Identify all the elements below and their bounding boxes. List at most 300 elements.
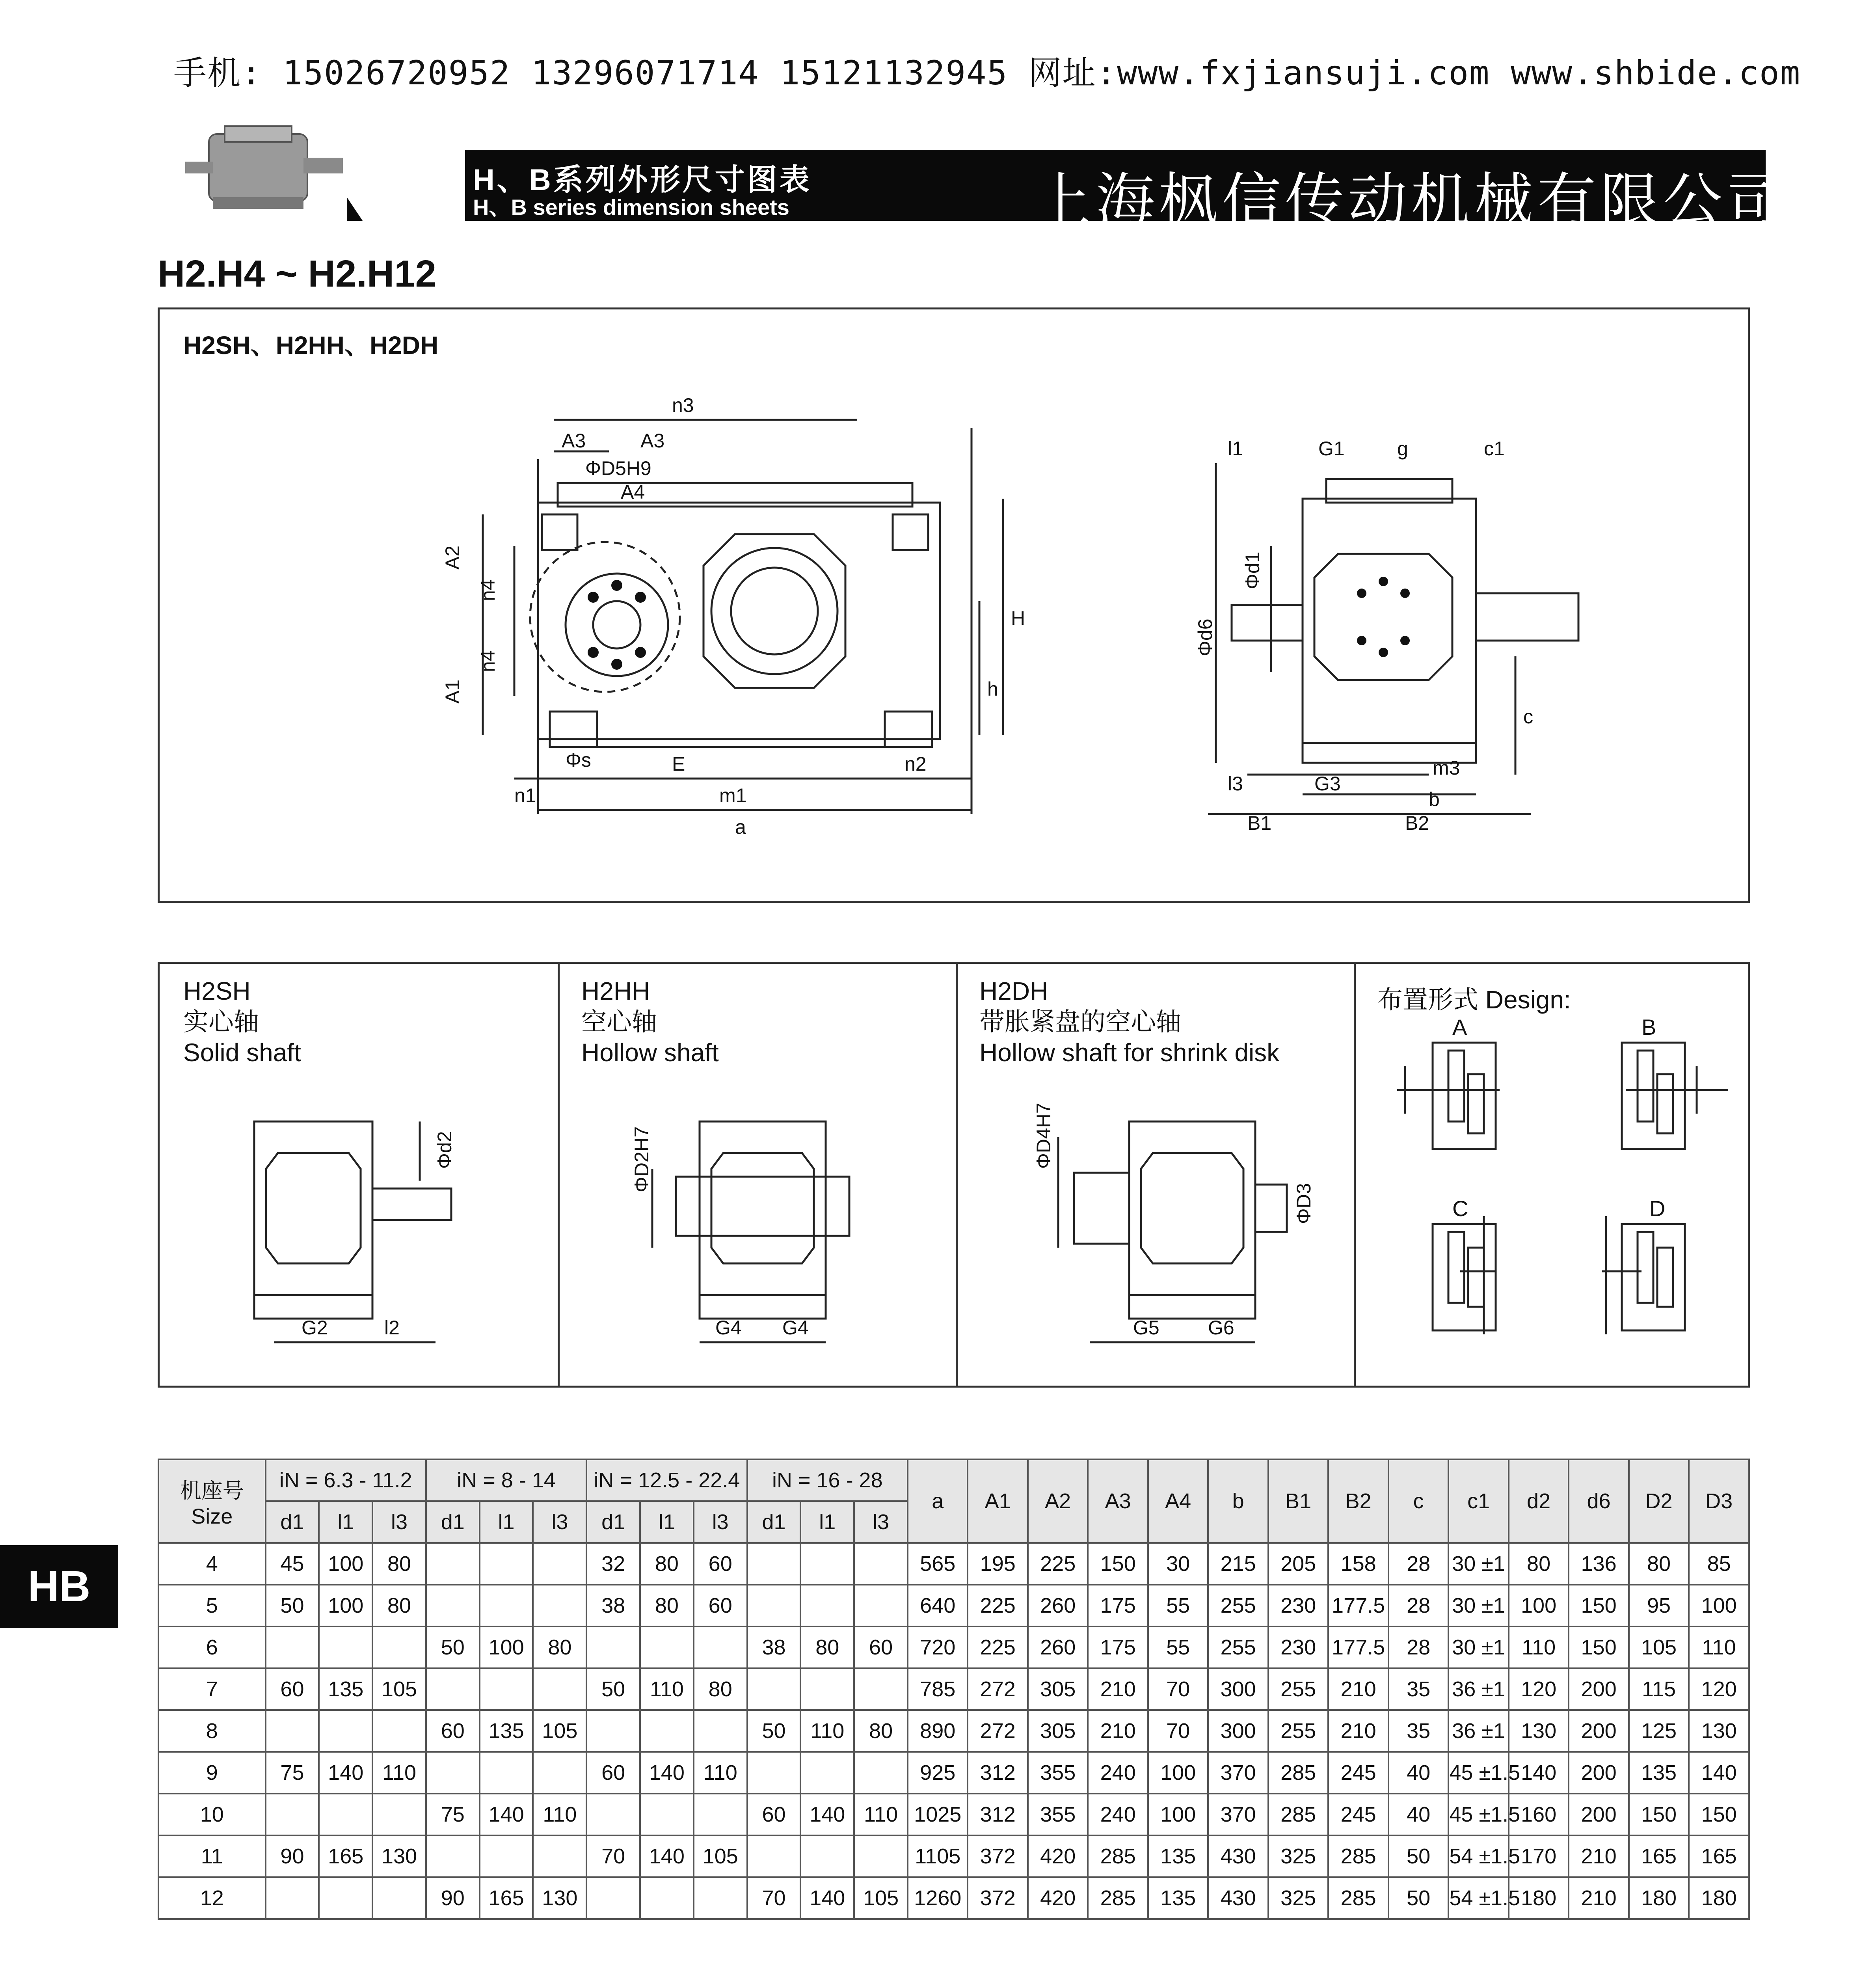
model-range-heading: H2.H4 ~ H2.H12: [158, 253, 437, 295]
table-cell: 255: [1268, 1668, 1328, 1710]
ratio-group-header: iN = 16 - 28: [747, 1459, 908, 1501]
table-cell: 177.5: [1328, 1585, 1388, 1626]
table-cell: 230: [1268, 1626, 1328, 1668]
table-cell: 130: [1509, 1710, 1569, 1752]
table-cell: 80: [640, 1543, 694, 1585]
svg-text:ΦD3: ΦD3: [1293, 1183, 1315, 1224]
table-cell: 100: [1509, 1585, 1569, 1626]
table-row: [158, 1835, 1749, 1877]
table-cell: 45 ±1.5: [1448, 1752, 1508, 1794]
ratio-group-header: iN = 8 - 14: [426, 1459, 586, 1501]
gearbox-thumbnail: [173, 118, 355, 225]
table-cell: [480, 1835, 533, 1877]
ratio-group-header: iN = 12.5 - 22.4: [586, 1459, 747, 1501]
table-cell: 140: [640, 1835, 694, 1877]
svg-text:A3: A3: [562, 430, 586, 452]
table-cell: 285: [1328, 1877, 1388, 1919]
table-cell: 225: [968, 1585, 1027, 1626]
table-cell: [426, 1543, 480, 1585]
table-cell: 135: [480, 1710, 533, 1752]
table-cell: 210: [1328, 1710, 1388, 1752]
table-cell: 80: [694, 1668, 747, 1710]
table-cell: 165: [319, 1835, 372, 1877]
table-cell: 420: [1028, 1835, 1088, 1877]
variant-name-cn: 实心轴: [183, 1008, 259, 1036]
table-cell: 70: [586, 1835, 640, 1877]
table-row: [158, 1752, 1749, 1794]
size-cell: 8: [158, 1710, 266, 1752]
variant-code: H2DH: [979, 977, 1048, 1005]
table-cell: 325: [1268, 1877, 1328, 1919]
svg-text:G2: G2: [302, 1317, 328, 1339]
svg-text:A3: A3: [640, 430, 665, 452]
table-cell: 925: [908, 1752, 968, 1794]
svg-text:G6: G6: [1208, 1317, 1234, 1339]
table-cell: 890: [908, 1710, 968, 1752]
table-cell: 370: [1208, 1752, 1268, 1794]
table-cell: 60: [586, 1752, 640, 1794]
table-row: [158, 1877, 1749, 1919]
svg-text:B2: B2: [1405, 812, 1429, 834]
svg-text:c: c: [1523, 706, 1533, 728]
table-cell: 565: [908, 1543, 968, 1585]
table-cell: 100: [319, 1543, 372, 1585]
table-cell: [747, 1543, 801, 1585]
svg-text:l3: l3: [1228, 773, 1243, 795]
table-cell: 80: [533, 1626, 586, 1668]
table-cell: [426, 1668, 480, 1710]
size-cell: 12: [158, 1877, 266, 1919]
side-tab-hb: HB: [0, 1545, 118, 1628]
table-cell: 28: [1388, 1543, 1448, 1585]
table-cell: 205: [1268, 1543, 1328, 1585]
table-cell: 60: [854, 1626, 908, 1668]
sub-header: d1: [586, 1501, 640, 1543]
design-title: 布置形式 Design:: [1377, 986, 1571, 1014]
table-cell: 110: [800, 1710, 854, 1752]
svg-text:n4: n4: [477, 579, 499, 601]
table-cell: 225: [1028, 1543, 1088, 1585]
variant-code: H2SH: [183, 977, 251, 1005]
size-cell: 4: [158, 1543, 266, 1585]
table-cell: 165: [1629, 1835, 1689, 1877]
table-cell: 175: [1088, 1626, 1148, 1668]
table-cell: 140: [480, 1794, 533, 1835]
table-cell: 100: [319, 1585, 372, 1626]
table-cell: 210: [1088, 1668, 1148, 1710]
table-cell: 305: [1028, 1668, 1088, 1710]
table-cell: 785: [908, 1668, 968, 1710]
svg-text:l2: l2: [384, 1317, 400, 1339]
table-cell: 200: [1569, 1794, 1628, 1835]
table-cell: 140: [319, 1752, 372, 1794]
design-label-d: D: [1649, 1196, 1666, 1221]
sub-header: l3: [533, 1501, 586, 1543]
table-cell: [694, 1626, 747, 1668]
table-cell: 210: [1569, 1877, 1628, 1919]
table-cell: 115: [1629, 1668, 1689, 1710]
table-cell: 240: [1088, 1794, 1148, 1835]
column-header: b: [1208, 1459, 1268, 1543]
size-cell: 9: [158, 1752, 266, 1794]
table-cell: 30 ±1: [1448, 1543, 1508, 1585]
table-cell: 60: [266, 1668, 319, 1710]
table-cell: [694, 1794, 747, 1835]
variant-name-en: Hollow shaft: [581, 1038, 719, 1067]
svg-text:n3: n3: [672, 394, 694, 416]
table-cell: [266, 1877, 319, 1919]
svg-text:b: b: [1429, 788, 1440, 810]
table-cell: 110: [1509, 1626, 1569, 1668]
table-cell: 35: [1388, 1710, 1448, 1752]
table-cell: 245: [1328, 1752, 1388, 1794]
table-cell: 195: [968, 1543, 1027, 1585]
table-cell: 1260: [908, 1877, 968, 1919]
table-cell: 135: [319, 1668, 372, 1710]
svg-text:n4: n4: [477, 650, 499, 672]
table-cell: 50: [747, 1710, 801, 1752]
table-cell: 40: [1388, 1752, 1448, 1794]
table-cell: 54 ±1.5: [1448, 1877, 1508, 1919]
table-cell: [372, 1626, 426, 1668]
table-cell: 30: [1148, 1543, 1208, 1585]
table-cell: 95: [1629, 1585, 1689, 1626]
main-drawing-label: H2SH、H2HH、H2DH: [183, 331, 439, 360]
table-cell: [800, 1835, 854, 1877]
svg-text:Φs: Φs: [566, 749, 591, 771]
table-cell: 1025: [908, 1794, 968, 1835]
table-cell: [747, 1835, 801, 1877]
design-label-c: C: [1452, 1196, 1468, 1221]
design-arrangements: [1381, 1015, 1744, 1374]
table-cell: 305: [1028, 1710, 1088, 1752]
table-cell: 160: [1509, 1794, 1569, 1835]
sub-header: l1: [800, 1501, 854, 1543]
table-cell: [694, 1877, 747, 1919]
table-cell: 136: [1569, 1543, 1628, 1585]
table-cell: [372, 1710, 426, 1752]
panel-divider: [956, 964, 958, 1386]
table-cell: 180: [1509, 1877, 1569, 1919]
table-cell: [854, 1543, 908, 1585]
table-cell: [426, 1835, 480, 1877]
table-cell: 36 ±1: [1448, 1668, 1508, 1710]
table-cell: [800, 1543, 854, 1585]
table-cell: 60: [426, 1710, 480, 1752]
svg-text:Φd6: Φd6: [1194, 618, 1216, 656]
table-cell: [319, 1877, 372, 1919]
column-header: D3: [1689, 1459, 1749, 1543]
table-cell: 50: [1388, 1835, 1448, 1877]
svg-text:G3: G3: [1314, 773, 1341, 795]
table-cell: 285: [1268, 1752, 1328, 1794]
table-cell: 285: [1088, 1877, 1148, 1919]
svg-text:g: g: [1397, 438, 1408, 460]
svg-text:E: E: [672, 753, 685, 775]
table-cell: [426, 1752, 480, 1794]
sub-header: l1: [319, 1501, 372, 1543]
table-cell: [480, 1543, 533, 1585]
table-row: [158, 1626, 1749, 1668]
table-cell: 100: [1148, 1794, 1208, 1835]
size-cell: 11: [158, 1835, 266, 1877]
table-cell: 55: [1148, 1585, 1208, 1626]
variant-name-en: Solid shaft: [183, 1038, 301, 1067]
table-cell: 272: [968, 1710, 1027, 1752]
table-cell: 300: [1208, 1668, 1268, 1710]
table-cell: [640, 1626, 694, 1668]
sub-header: l1: [640, 1501, 694, 1543]
table-cell: 32: [586, 1543, 640, 1585]
table-cell: 150: [1569, 1626, 1628, 1668]
table-cell: 200: [1569, 1710, 1628, 1752]
size-header-en: Size: [191, 1504, 233, 1528]
table-cell: 285: [1328, 1835, 1388, 1877]
table-cell: 80: [854, 1710, 908, 1752]
table-cell: 130: [372, 1835, 426, 1877]
svg-text:l1: l1: [1228, 438, 1243, 460]
table-cell: 70: [1148, 1668, 1208, 1710]
table-cell: 105: [372, 1668, 426, 1710]
table-cell: [640, 1710, 694, 1752]
table-cell: [854, 1752, 908, 1794]
svg-text:m3: m3: [1433, 757, 1460, 779]
table-cell: [747, 1752, 801, 1794]
table-cell: [480, 1752, 533, 1794]
svg-text:G1: G1: [1318, 438, 1345, 460]
variant-name-cn: 空心轴: [581, 1008, 657, 1036]
table-cell: 165: [480, 1877, 533, 1919]
svg-text:Φd2: Φd2: [434, 1131, 456, 1169]
table-cell: 150: [1569, 1585, 1628, 1626]
front-view-drawing: [436, 380, 1106, 853]
table-cell: 50: [266, 1585, 319, 1626]
table-cell: [586, 1710, 640, 1752]
table-cell: [640, 1794, 694, 1835]
table-cell: 372: [968, 1835, 1027, 1877]
column-header: A1: [968, 1459, 1027, 1543]
table-cell: 135: [1148, 1835, 1208, 1877]
table-cell: 1105: [908, 1835, 968, 1877]
table-cell: 130: [1689, 1710, 1749, 1752]
table-cell: [854, 1668, 908, 1710]
table-cell: 80: [640, 1585, 694, 1626]
column-header: d6: [1569, 1459, 1628, 1543]
svg-text:Φd1: Φd1: [1241, 551, 1264, 589]
svg-text:m1: m1: [719, 784, 747, 807]
table-cell: [747, 1585, 801, 1626]
design-label-a: A: [1452, 1015, 1467, 1040]
table-cell: 50: [1388, 1877, 1448, 1919]
table-cell: 110: [533, 1794, 586, 1835]
table-cell: 130: [533, 1877, 586, 1919]
table-cell: 260: [1028, 1626, 1088, 1668]
table-cell: 240: [1088, 1752, 1148, 1794]
table-cell: 50: [426, 1626, 480, 1668]
table-cell: 420: [1028, 1877, 1088, 1919]
table-cell: 55: [1148, 1626, 1208, 1668]
svg-text:n1: n1: [514, 784, 536, 807]
table-cell: 272: [968, 1668, 1027, 1710]
table-cell: 210: [1569, 1835, 1628, 1877]
sub-header: l3: [372, 1501, 426, 1543]
table-cell: 60: [747, 1794, 801, 1835]
table-cell: 80: [800, 1626, 854, 1668]
table-cell: 105: [1629, 1626, 1689, 1668]
variant-h2hh: [581, 976, 719, 1068]
table-cell: 150: [1629, 1794, 1689, 1835]
table-cell: [266, 1626, 319, 1668]
table-cell: 85: [1689, 1543, 1749, 1585]
table-cell: 45: [266, 1543, 319, 1585]
table-cell: [319, 1794, 372, 1835]
table-cell: 70: [1148, 1710, 1208, 1752]
table-cell: 50: [586, 1668, 640, 1710]
size-cell: 7: [158, 1668, 266, 1710]
table-cell: 150: [1689, 1794, 1749, 1835]
table-cell: [266, 1710, 319, 1752]
table-cell: 30 ±1: [1448, 1626, 1508, 1668]
table-cell: 355: [1028, 1794, 1088, 1835]
table-cell: 135: [1148, 1877, 1208, 1919]
table-cell: 300: [1208, 1710, 1268, 1752]
table-cell: [266, 1794, 319, 1835]
table-cell: 170: [1509, 1835, 1569, 1877]
table-cell: 110: [694, 1752, 747, 1794]
size-cell: 5: [158, 1585, 266, 1626]
table-cell: [319, 1710, 372, 1752]
design-label-b: B: [1642, 1015, 1656, 1040]
table-cell: 80: [1629, 1543, 1689, 1585]
h2sh-drawing: [231, 1098, 530, 1374]
table-cell: 60: [694, 1543, 747, 1585]
svg-text:H: H: [1011, 607, 1025, 629]
table-cell: 177.5: [1328, 1626, 1388, 1668]
sub-header: l1: [480, 1501, 533, 1543]
table-cell: 100: [1148, 1752, 1208, 1794]
sub-header: d1: [426, 1501, 480, 1543]
table-cell: 255: [1268, 1710, 1328, 1752]
table-cell: 105: [533, 1710, 586, 1752]
svg-text:c1: c1: [1484, 438, 1505, 460]
svg-text:A2: A2: [441, 545, 463, 570]
svg-text:A4: A4: [621, 481, 645, 503]
table-cell: 75: [266, 1752, 319, 1794]
table-cell: 355: [1028, 1752, 1088, 1794]
sub-header: d1: [266, 1501, 319, 1543]
column-header: c1: [1448, 1459, 1508, 1543]
column-header: A3: [1088, 1459, 1148, 1543]
sub-header: l3: [694, 1501, 747, 1543]
table-row: [158, 1710, 1749, 1752]
table-cell: [800, 1752, 854, 1794]
table-cell: 215: [1208, 1543, 1268, 1585]
table-cell: 30 ±1: [1448, 1585, 1508, 1626]
table-cell: 200: [1569, 1752, 1628, 1794]
size-cell: 10: [158, 1794, 266, 1835]
column-header: D2: [1629, 1459, 1689, 1543]
table-cell: [586, 1877, 640, 1919]
table-cell: [480, 1585, 533, 1626]
svg-text:G5: G5: [1133, 1317, 1159, 1339]
svg-text:B1: B1: [1247, 812, 1272, 834]
table-cell: [533, 1752, 586, 1794]
svg-text:ΦD4H7: ΦD4H7: [1033, 1103, 1055, 1169]
table-row: [158, 1585, 1749, 1626]
table-cell: 100: [480, 1626, 533, 1668]
table-cell: [533, 1585, 586, 1626]
table-cell: 372: [968, 1877, 1027, 1919]
column-header: d2: [1509, 1459, 1569, 1543]
svg-text:h: h: [987, 678, 998, 700]
table-cell: 75: [426, 1794, 480, 1835]
column-header: A2: [1028, 1459, 1088, 1543]
svg-text:ΦD2H7: ΦD2H7: [631, 1126, 653, 1192]
panel-divider: [1354, 964, 1356, 1386]
contact-line: 手机: 15026720952 13296071714 15121132945 网址:www.fxjiansuji.com www.shbide.com: [173, 54, 1801, 92]
table-cell: 210: [1328, 1668, 1388, 1710]
table-cell: [854, 1835, 908, 1877]
table-cell: [372, 1877, 426, 1919]
table-cell: 40: [1388, 1794, 1448, 1835]
column-header: a: [908, 1459, 968, 1543]
table-cell: [747, 1668, 801, 1710]
table-cell: 125: [1629, 1710, 1689, 1752]
table-cell: 80: [372, 1585, 426, 1626]
table-cell: 230: [1268, 1585, 1328, 1626]
table-cell: 210: [1088, 1710, 1148, 1752]
column-header: A4: [1148, 1459, 1208, 1543]
table-cell: 255: [1208, 1585, 1268, 1626]
table-cell: [800, 1668, 854, 1710]
company-name: 上海枫信传动机械有限公司: [1033, 167, 1790, 235]
table-cell: 285: [1268, 1794, 1328, 1835]
dimension-table-1: [158, 1459, 1750, 1920]
table-cell: 140: [800, 1794, 854, 1835]
table-cell: 260: [1028, 1585, 1088, 1626]
table-cell: [480, 1668, 533, 1710]
table-row: [158, 1543, 1749, 1585]
table-cell: [800, 1585, 854, 1626]
table-cell: [533, 1835, 586, 1877]
table-cell: 285: [1088, 1835, 1148, 1877]
table-cell: 430: [1208, 1877, 1268, 1919]
table-cell: 110: [372, 1752, 426, 1794]
table-cell: 110: [640, 1668, 694, 1710]
table-cell: 70: [747, 1877, 801, 1919]
table-cell: 312: [968, 1794, 1027, 1835]
table-cell: 140: [640, 1752, 694, 1794]
table-cell: 54 ±1.5: [1448, 1835, 1508, 1877]
table-cell: 255: [1208, 1626, 1268, 1668]
table-cell: 175: [1088, 1585, 1148, 1626]
table-cell: 245: [1328, 1794, 1388, 1835]
table-cell: [533, 1668, 586, 1710]
table-cell: [586, 1626, 640, 1668]
svg-text:G4: G4: [782, 1317, 809, 1339]
svg-text:a: a: [735, 816, 746, 838]
table-cell: [319, 1626, 372, 1668]
table-cell: 110: [854, 1794, 908, 1835]
series-title-en: H、B series dimension sheets: [473, 195, 789, 220]
variant-code: H2HH: [581, 977, 650, 1005]
side-view-drawing: [1184, 436, 1618, 834]
sub-header: l3: [854, 1501, 908, 1543]
variant-name-en: Hollow shaft for shrink disk: [979, 1038, 1280, 1067]
svg-text:ΦD5H9: ΦD5H9: [585, 457, 651, 479]
table-cell: [533, 1543, 586, 1585]
table-cell: 90: [266, 1835, 319, 1877]
